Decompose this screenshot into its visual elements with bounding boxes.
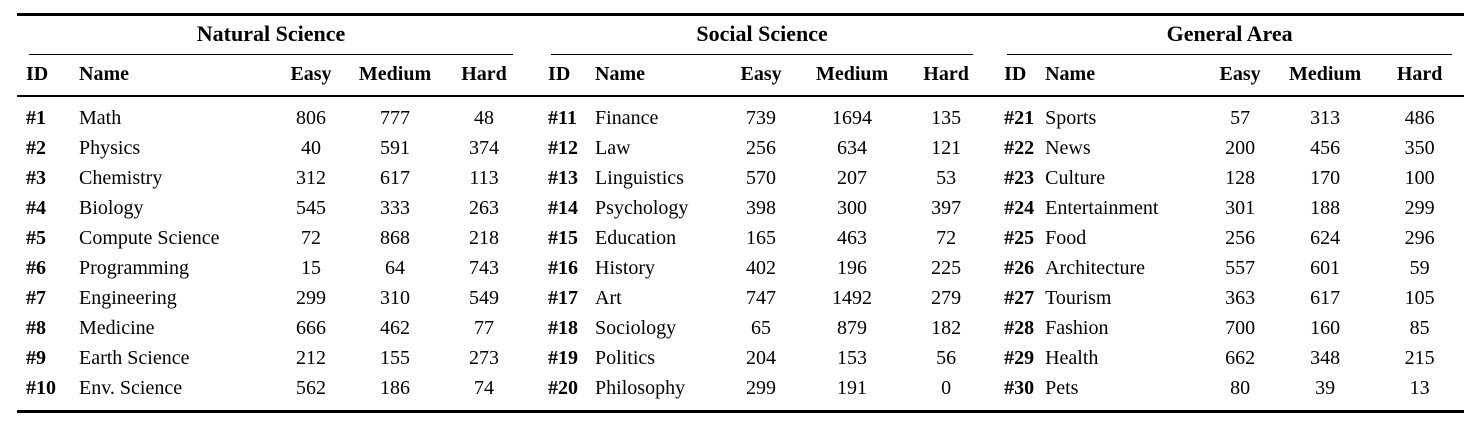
row-name-cell: Sports [1045, 106, 1097, 129]
row-name-cell: History [595, 256, 656, 279]
table-row [17, 283, 1464, 313]
row-name-cell: Physics [79, 136, 141, 159]
row-name-cell: Pets [1045, 376, 1079, 399]
row-name-cell: Engineering [79, 286, 177, 309]
row-id-cell: #15 [548, 226, 579, 249]
easy-count-cell: 15 [301, 256, 321, 279]
medium-count-cell: 591 [380, 136, 410, 159]
hard-count-cell: 100 [1404, 166, 1435, 189]
row-id-cell: #29 [1004, 346, 1035, 369]
row-id-cell: #4 [26, 196, 46, 219]
easy-count-cell: 739 [746, 106, 777, 129]
table-row [17, 253, 1464, 283]
medium-count-cell: 624 [1310, 226, 1341, 249]
group-title: General Area [1007, 16, 1452, 55]
row-id-cell: #13 [548, 166, 579, 189]
row-id-cell: #22 [1004, 136, 1035, 159]
row-name-cell: Earth Science [79, 346, 190, 369]
row-id-cell: #3 [26, 166, 46, 189]
hard-count-cell: 397 [931, 196, 962, 219]
hard-count-cell: 74 [474, 376, 495, 399]
table-row [17, 96, 1464, 133]
easy-count-cell: 200 [1225, 136, 1256, 159]
medium-count-cell: 456 [1310, 136, 1341, 159]
hard-count-cell: 13 [1409, 376, 1430, 399]
group-title-row [17, 15, 1464, 56]
hard-count-cell: 48 [474, 106, 495, 129]
group-gap [985, 253, 995, 283]
group-gap [525, 15, 539, 56]
easy-count-cell: 72 [301, 226, 321, 249]
easy-count-cell: 363 [1225, 286, 1256, 309]
row-name-cell: News [1045, 136, 1091, 159]
medium-count-cell: 300 [837, 196, 868, 219]
easy-count-cell: 398 [746, 196, 777, 219]
row-id-cell: #10 [26, 376, 56, 399]
row-name-cell: Fashion [1045, 316, 1109, 339]
hard-count-cell: 85 [1409, 316, 1430, 339]
column-header-hard: Hard [907, 55, 985, 96]
row-id-cell: #24 [1004, 196, 1035, 219]
easy-count-cell: 256 [1225, 226, 1256, 249]
medium-count-cell: 333 [380, 196, 410, 219]
row-id-cell: #12 [548, 136, 579, 159]
medium-count-cell: 153 [837, 346, 868, 369]
medium-count-cell: 463 [837, 226, 868, 249]
row-name-cell: Tourism [1045, 286, 1112, 309]
column-header-medium: Medium [347, 55, 443, 96]
row-id-cell: #17 [548, 286, 579, 309]
medium-count-cell: 64 [385, 256, 405, 279]
group-gap [985, 133, 995, 163]
group-gap [525, 163, 539, 193]
group-gap [985, 96, 995, 133]
group-gap [525, 313, 539, 343]
easy-count-cell: 562 [296, 376, 326, 399]
row-id-cell: #26 [1004, 256, 1035, 279]
easy-count-cell: 256 [746, 136, 777, 159]
group-gap [525, 193, 539, 223]
medium-count-cell: 207 [837, 166, 868, 189]
row-name-cell: Art [595, 286, 622, 309]
table-row [17, 313, 1464, 343]
row-id-cell: #14 [548, 196, 579, 219]
row-name-cell: Math [79, 106, 122, 129]
easy-count-cell: 301 [1225, 196, 1256, 219]
medium-count-cell: 313 [1310, 106, 1341, 129]
group-gap [525, 253, 539, 283]
medium-count-cell: 170 [1310, 166, 1341, 189]
medium-count-cell: 1492 [832, 286, 873, 309]
medium-count-cell: 196 [837, 256, 868, 279]
column-header-hard: Hard [1375, 55, 1464, 96]
easy-count-cell: 570 [746, 166, 777, 189]
easy-count-cell: 545 [296, 196, 326, 219]
hard-count-cell: 121 [931, 136, 962, 159]
medium-count-cell: 186 [380, 376, 410, 399]
hard-count-cell: 374 [469, 136, 500, 159]
row-id-cell: #6 [26, 256, 46, 279]
dataset-statistics-table [17, 13, 1464, 413]
table-row [17, 163, 1464, 193]
hard-count-cell: 225 [931, 256, 962, 279]
row-id-cell: #5 [26, 226, 46, 249]
group-header-social-science [539, 15, 985, 56]
group-gap [985, 343, 995, 373]
column-header-id: ID [995, 55, 1045, 96]
row-id-cell: #9 [26, 346, 46, 369]
column-header-medium: Medium [1275, 55, 1375, 96]
easy-count-cell: 299 [296, 286, 326, 309]
row-id-cell: #25 [1004, 226, 1035, 249]
column-header-name: Name [79, 55, 275, 96]
hard-count-cell: 273 [469, 346, 500, 369]
table-row [17, 193, 1464, 223]
medium-count-cell: 310 [380, 286, 410, 309]
hard-count-cell: 549 [469, 286, 500, 309]
row-id-cell: #27 [1004, 286, 1035, 309]
group-gap [525, 133, 539, 163]
row-name-cell: Politics [595, 346, 656, 369]
row-id-cell: #2 [26, 136, 46, 159]
group-header-general-area [995, 15, 1464, 56]
column-header-row [17, 55, 1464, 96]
group-gap [525, 283, 539, 313]
hard-count-cell: 72 [936, 226, 957, 249]
column-header-name: Name [595, 55, 725, 96]
medium-count-cell: 39 [1315, 376, 1336, 399]
easy-count-cell: 666 [296, 316, 326, 339]
medium-count-cell: 617 [380, 166, 410, 189]
row-id-cell: #30 [1004, 376, 1035, 399]
row-name-cell: Education [595, 226, 677, 249]
hard-count-cell: 299 [1404, 196, 1435, 219]
medium-count-cell: 188 [1310, 196, 1341, 219]
easy-count-cell: 40 [301, 136, 321, 159]
medium-count-cell: 160 [1310, 316, 1341, 339]
row-name-cell: Biology [79, 196, 144, 219]
row-name-cell: Philosophy [595, 376, 686, 399]
easy-count-cell: 402 [746, 256, 777, 279]
medium-count-cell: 191 [837, 376, 868, 399]
table-row [17, 343, 1464, 373]
easy-count-cell: 165 [746, 226, 777, 249]
hard-count-cell: 743 [469, 256, 500, 279]
row-name-cell: Culture [1045, 166, 1106, 189]
row-name-cell: Chemistry [79, 166, 163, 189]
medium-count-cell: 868 [380, 226, 410, 249]
medium-count-cell: 155 [380, 346, 410, 369]
medium-count-cell: 348 [1310, 346, 1341, 369]
row-name-cell: Architecture [1045, 256, 1146, 279]
group-gap [985, 15, 995, 56]
hard-count-cell: 77 [474, 316, 495, 339]
column-header-easy: Easy [275, 55, 347, 96]
group-gap [985, 163, 995, 193]
row-name-cell: Finance [595, 106, 659, 129]
column-header-name: Name [1045, 55, 1205, 96]
hard-count-cell: 279 [931, 286, 962, 309]
easy-count-cell: 806 [296, 106, 326, 129]
medium-count-cell: 879 [837, 316, 868, 339]
row-id-cell: #23 [1004, 166, 1035, 189]
table-row [17, 223, 1464, 253]
group-gap [525, 96, 539, 133]
hard-count-cell: 486 [1404, 106, 1435, 129]
group-title: Natural Science [29, 16, 513, 55]
group-gap [985, 373, 995, 412]
group-gap [525, 55, 539, 96]
row-id-cell: #18 [548, 316, 579, 339]
easy-count-cell: 128 [1225, 166, 1256, 189]
hard-count-cell: 182 [931, 316, 962, 339]
row-name-cell: Linguistics [595, 166, 684, 189]
row-id-cell: #7 [26, 286, 46, 309]
medium-count-cell: 617 [1310, 286, 1341, 309]
group-gap [525, 343, 539, 373]
medium-count-cell: 777 [380, 106, 410, 129]
hard-count-cell: 0 [941, 376, 952, 399]
group-gap [985, 55, 995, 96]
row-name-cell: Medicine [79, 316, 155, 339]
row-id-cell: #11 [548, 106, 577, 129]
easy-count-cell: 204 [746, 346, 777, 369]
row-name-cell: Food [1045, 226, 1087, 249]
row-name-cell: Entertainment [1045, 196, 1159, 219]
row-name-cell: Law [595, 136, 631, 159]
group-gap [985, 313, 995, 343]
group-gap [985, 283, 995, 313]
hard-count-cell: 263 [469, 196, 500, 219]
medium-count-cell: 634 [837, 136, 868, 159]
column-header-hard: Hard [443, 55, 525, 96]
medium-count-cell: 462 [380, 316, 410, 339]
row-id-cell: #16 [548, 256, 579, 279]
hard-count-cell: 218 [469, 226, 500, 249]
row-id-cell: #21 [1004, 106, 1035, 129]
column-header-easy: Easy [725, 55, 797, 96]
row-id-cell: #28 [1004, 316, 1035, 339]
hard-count-cell: 105 [1404, 286, 1435, 309]
row-name-cell: Env. Science [79, 376, 183, 399]
hard-count-cell: 113 [469, 166, 499, 189]
hard-count-cell: 135 [931, 106, 962, 129]
row-id-cell: #1 [26, 106, 46, 129]
row-id-cell: #8 [26, 316, 46, 339]
group-header-natural-science [17, 15, 525, 56]
easy-count-cell: 299 [746, 376, 777, 399]
easy-count-cell: 747 [746, 286, 777, 309]
column-header-id: ID [539, 55, 595, 96]
group-gap [525, 373, 539, 412]
easy-count-cell: 312 [296, 166, 326, 189]
easy-count-cell: 557 [1225, 256, 1256, 279]
medium-count-cell: 601 [1310, 256, 1341, 279]
hard-count-cell: 296 [1404, 226, 1435, 249]
group-gap [525, 223, 539, 253]
row-name-cell: Programming [79, 256, 189, 279]
group-title: Social Science [551, 16, 973, 55]
group-gap [985, 193, 995, 223]
row-id-cell: #19 [548, 346, 579, 369]
hard-count-cell: 215 [1404, 346, 1435, 369]
row-name-cell: Compute Science [79, 226, 220, 249]
hard-count-cell: 59 [1409, 256, 1430, 279]
medium-count-cell: 1694 [832, 106, 873, 129]
hard-count-cell: 56 [936, 346, 957, 369]
easy-count-cell: 57 [1230, 106, 1251, 129]
row-id-cell: #20 [548, 376, 579, 399]
row-name-cell: Health [1045, 346, 1099, 369]
column-header-medium: Medium [797, 55, 907, 96]
column-header-easy: Easy [1205, 55, 1275, 96]
easy-count-cell: 80 [1230, 376, 1251, 399]
hard-count-cell: 350 [1404, 136, 1435, 159]
easy-count-cell: 662 [1225, 346, 1256, 369]
row-name-cell: Sociology [595, 316, 677, 339]
group-gap [985, 223, 995, 253]
table-row [17, 133, 1464, 163]
row-name-cell: Psychology [595, 196, 689, 219]
easy-count-cell: 212 [296, 346, 326, 369]
easy-count-cell: 700 [1225, 316, 1256, 339]
column-header-id: ID [17, 55, 79, 96]
hard-count-cell: 53 [936, 166, 957, 189]
easy-count-cell: 65 [751, 316, 772, 339]
table-row [17, 373, 1464, 412]
